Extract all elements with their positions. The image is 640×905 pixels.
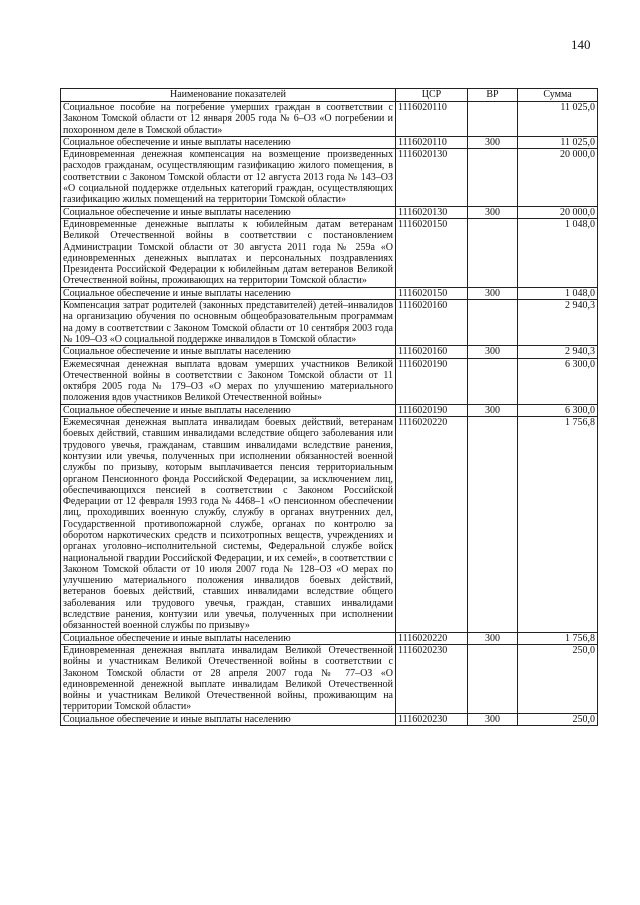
header-sum: Сумма xyxy=(518,89,598,102)
table-row xyxy=(61,404,598,416)
row-sum-cell: 11 025,0 xyxy=(518,102,598,137)
row-vr-cell xyxy=(468,644,518,713)
row-name-cell: Социальное обеспечение и иные выплаты населению xyxy=(61,713,396,725)
table-row xyxy=(61,102,598,137)
row-csr-cell: 1116020130 xyxy=(396,206,468,218)
row-sum-cell: 20 000,0 xyxy=(518,149,598,206)
row-csr-cell: 1116020220 xyxy=(396,417,468,633)
table-row xyxy=(61,644,598,713)
budget-table xyxy=(60,88,598,726)
header-name: Наименование показателей xyxy=(61,89,396,102)
table-row xyxy=(61,206,598,218)
table-row xyxy=(61,417,598,633)
row-name-cell: Единовременная денежная компенсация на возмещение произведенных расходов гражданам, осуществляющим газификацию жилого помещения, в соответствии с Законом Томской области от 12 августа 2013 года № 143–ОЗ «О социальной поддержке отдельных категорий граждан, осуществляющих газификацию жилых помещений на территории Томской области» xyxy=(61,149,396,206)
row-csr-cell: 1116020150 xyxy=(396,218,468,287)
row-sum-cell: 250,0 xyxy=(518,644,598,713)
row-name-cell: Ежемесячная денежная выплата вдовам умерших участников Великой Отечественной войны в соответствии с Законом Томской области от 11 октября 2005 года № 179–ОЗ «О мерах по улучшению материального положения вдов участников Великой Отечественной войны» xyxy=(61,358,396,404)
row-sum-cell: 250,0 xyxy=(518,713,598,725)
header-vr: ВР xyxy=(468,89,518,102)
row-name-cell: Социальное обеспечение и иные выплаты населению xyxy=(61,632,396,644)
row-vr-cell xyxy=(468,417,518,633)
row-name-cell: Социальное обеспечение и иные выплаты населению xyxy=(61,287,396,299)
row-sum-cell: 11 025,0 xyxy=(518,136,598,148)
row-sum-cell: 2 940,3 xyxy=(518,300,598,346)
row-csr-cell: 1116020190 xyxy=(396,404,468,416)
row-vr-cell xyxy=(468,102,518,137)
row-csr-cell: 1116020110 xyxy=(396,136,468,148)
table-row xyxy=(61,713,598,725)
row-vr-cell: 300 xyxy=(468,404,518,416)
row-vr-cell: 300 xyxy=(468,632,518,644)
table-header-row xyxy=(61,89,598,102)
row-csr-cell: 1116020110 xyxy=(396,102,468,137)
row-sum-cell: 1 756,8 xyxy=(518,417,598,633)
table-row xyxy=(61,287,598,299)
row-vr-cell xyxy=(468,149,518,206)
page-number: 140 xyxy=(571,37,591,52)
row-csr-cell: 1116020230 xyxy=(396,713,468,725)
table-row xyxy=(61,300,598,346)
row-vr-cell: 300 xyxy=(468,713,518,725)
row-name-cell: Социальное обеспечение и иные выплаты населению xyxy=(61,206,396,218)
table-row xyxy=(61,632,598,644)
row-sum-cell: 2 940,3 xyxy=(518,346,598,358)
row-name-cell: Единовременные денежные выплаты к юбилейным датам ветеранам Великой Отечественной войны в соответствии с постановлением Администрации Томской области от 30 августа 2011 года № 259а «О единовременных денежных выплатах и персональных поздравлениях Президента Российской Федерации к юбилейным датам ветеранов Великой Отечественной войны, проживающих на территории Томской области» xyxy=(61,218,396,287)
table-row xyxy=(61,149,598,206)
row-vr-cell: 300 xyxy=(468,287,518,299)
row-sum-cell: 6 300,0 xyxy=(518,358,598,404)
row-csr-cell: 1116020130 xyxy=(396,149,468,206)
row-csr-cell: 1116020160 xyxy=(396,346,468,358)
row-sum-cell: 1 048,0 xyxy=(518,287,598,299)
row-name-cell: Компенсация затрат родителей (законных представителей) детей–инвалидов на организацию обучения по основным общеобразовательным программам на дому в соответствии с Законом Томской области от 10 сентября 2003 года № 109–ОЗ «О социальной поддержке инвалидов в Томской области» xyxy=(61,300,396,346)
row-vr-cell xyxy=(468,358,518,404)
table-row xyxy=(61,346,598,358)
row-name-cell: Ежемесячная денежная выплата инвалидам боевых действий, ветеранам боевых действий, ставшим инвалидами вследствие общего заболевания или трудового увечья, гражданам, ставшим инвалидами вследствие ранения, контузии или увечья, полученных при исполнении обязанностей военной службы по призыву, которым выплачивается пенсия территориальным органом Пенсионного фонда Российской Федерации, за исключением лиц, обеспечивающихся пенсией в соответствии с Законом Российской Федерации от 12 февраля 1993 года № 4468–1 «О пенсионном обеспечении лиц, проходивших военную службу, службу в органах внутренних дел, Государственной противопожарной службе, органах по контролю за оборотом наркотических средств и психотропных веществ, учреждениях и органах уголовно–исполнительной системы, Федеральной службе войск национальной гвардии Российской Федерации, и их семей», в соответствии с Законом Томской области от 10 июля 2007 года № 128–ОЗ «О мерах по улучшению материального положения инвалидов боевых действий, ветеранов боевых действий, ставших инвалидами вследствие общего заболевания или трудового увечья, граждан, ставших инвалидами вследствие ранения, контузии или увечья, полученных при исполнении обязанностей военной службы по призыву» xyxy=(61,417,396,633)
row-name-cell: Социальное обеспечение и иные выплаты населению xyxy=(61,346,396,358)
row-vr-cell xyxy=(468,300,518,346)
row-vr-cell xyxy=(468,218,518,287)
row-sum-cell: 20 000,0 xyxy=(518,206,598,218)
row-sum-cell: 1 048,0 xyxy=(518,218,598,287)
row-vr-cell: 300 xyxy=(468,136,518,148)
row-csr-cell: 1116020190 xyxy=(396,358,468,404)
row-csr-cell: 1116020220 xyxy=(396,632,468,644)
row-vr-cell: 300 xyxy=(468,346,518,358)
row-vr-cell: 300 xyxy=(468,206,518,218)
table-row xyxy=(61,218,598,287)
row-name-cell: Социальное пособие на погребение умерших граждан в соответствии с Законом Томской области от 12 января 2005 года № 6–ОЗ «О погребении и похоронном деле в Томской области» xyxy=(61,102,396,137)
row-csr-cell: 1116020150 xyxy=(396,287,468,299)
row-csr-cell: 1116020160 xyxy=(396,300,468,346)
table-row xyxy=(61,136,598,148)
row-name-cell: Социальное обеспечение и иные выплаты населению xyxy=(61,404,396,416)
row-name-cell: Социальное обеспечение и иные выплаты населению xyxy=(61,136,396,148)
row-sum-cell: 6 300,0 xyxy=(518,404,598,416)
row-sum-cell: 1 756,8 xyxy=(518,632,598,644)
table-row xyxy=(61,358,598,404)
header-csr: ЦСР xyxy=(396,89,468,102)
row-name-cell: Единовременная денежная выплата инвалидам Великой Отечественной войны и участникам Великой Отечественной войны в соответствии с Законом Томской области от 28 апреля 2007 года № 77–ОЗ «О единовременной денежной выплате инвалидам Великой Отечественной войны и участникам Великой Отечественной войны, проживающим на территории Томской области» xyxy=(61,644,396,713)
row-csr-cell: 1116020230 xyxy=(396,644,468,713)
